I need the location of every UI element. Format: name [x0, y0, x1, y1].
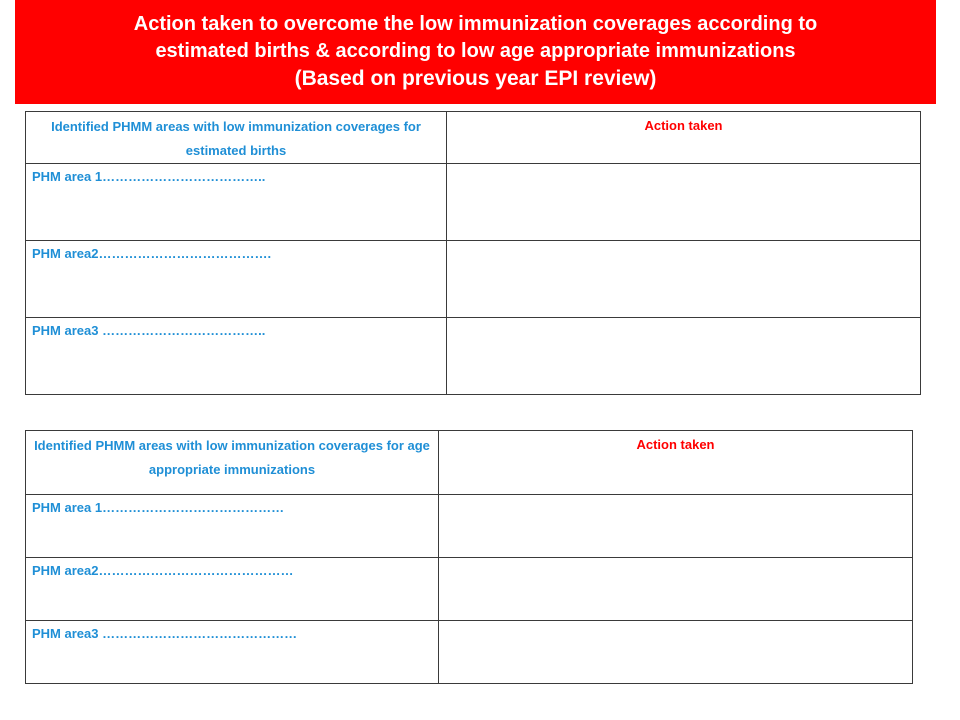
action-taken-cell[interactable] [439, 558, 913, 621]
action-taken-cell[interactable] [447, 318, 921, 395]
action-column-header: Action taken [447, 112, 921, 164]
areas-column-header: Identified PHMM areas with low immunization coverages for age appropriate immunizations [26, 431, 439, 495]
table-row [26, 164, 921, 241]
phm-area-cell: PHM area 1…………………………………… [26, 495, 439, 558]
action-taken-cell[interactable] [447, 241, 921, 318]
title-line-2: estimated births & according to low age appropriate immunizations [155, 40, 796, 62]
phm-area-cell: PHM area3 ……………………………….. [26, 318, 447, 395]
table-row [26, 318, 921, 395]
births-coverage-table [25, 111, 921, 395]
table-header-row [26, 431, 913, 495]
age-appropriate-coverage-table [25, 430, 913, 684]
action-column-header: Action taken [439, 431, 913, 495]
phm-area-cell: PHM area2……………………………………… [26, 558, 439, 621]
table-row [26, 558, 913, 621]
table-header-row [26, 112, 921, 164]
table-row [26, 241, 921, 318]
page-title-banner [15, 0, 936, 104]
areas-column-header: Identified PHMM areas with low immunization coverages for estimated births [26, 112, 447, 164]
phm-area-cell: PHM area2…………………………………. [26, 241, 447, 318]
title-line-1: Action taken to overcome the low immunization coverages according to [133, 13, 818, 35]
action-taken-cell[interactable] [439, 621, 913, 684]
phm-area-cell: PHM area3 ……………………………………… [26, 621, 439, 684]
title-line-3: (Based on previous year EPI review) [294, 67, 657, 90]
table-row [26, 495, 913, 558]
action-taken-cell[interactable] [447, 164, 921, 241]
phm-area-cell: PHM area 1……………………………….. [26, 164, 447, 241]
table-row [26, 621, 913, 684]
action-taken-cell[interactable] [439, 495, 913, 558]
